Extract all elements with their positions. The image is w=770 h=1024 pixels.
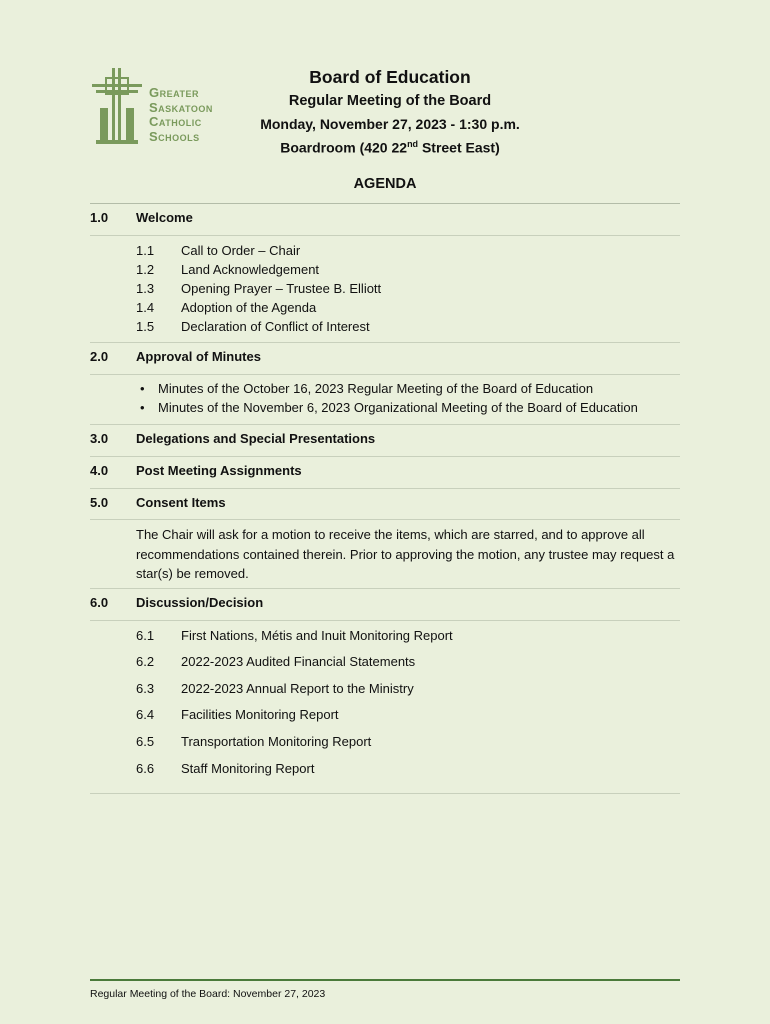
divider [90, 374, 680, 375]
divider [90, 793, 680, 794]
section-number: 3.0 [90, 431, 109, 446]
location-ordinal: nd [407, 139, 419, 149]
divider [90, 588, 680, 589]
divider [90, 488, 680, 489]
section-title: Approval of Minutes [136, 349, 261, 364]
section-title: Discussion/Decision [136, 595, 264, 610]
divider [90, 424, 680, 425]
bullet-text: Minutes of the November 6, 2023 Organizational Meeting of the Board of Education [158, 400, 638, 415]
section-title: Consent Items [136, 495, 226, 510]
divider [90, 235, 680, 236]
item-number: 6.1 [136, 628, 155, 643]
section-title: Welcome [136, 210, 193, 225]
meeting-type: Regular Meeting of the Board [288, 93, 492, 109]
divider [90, 620, 680, 621]
meeting-date: Monday, November 27, 2023 - 1:30 p.m. [260, 116, 520, 132]
footer-divider [90, 979, 680, 981]
item-text: First Nations, Métis and Inuit Monitoring Report [181, 628, 453, 643]
section-number: 1.0 [90, 210, 109, 225]
divider [90, 456, 680, 457]
document-title: Board of Education [309, 67, 471, 87]
item-number: 1.2 [136, 262, 155, 277]
bullet-icon: • [140, 400, 145, 415]
item-text: Staff Monitoring Report [181, 761, 315, 776]
item-number: 6.4 [136, 707, 155, 722]
item-text: Land Acknowledgement [181, 262, 320, 277]
logo-line: Saskatoon [149, 99, 213, 115]
divider [90, 203, 680, 204]
section-title: Post Meeting Assignments [136, 463, 302, 478]
divider [90, 342, 680, 343]
section-title: Delegations and Special Presentations [136, 431, 376, 446]
item-number: 6.6 [136, 761, 155, 776]
logo-wordmark [149, 86, 213, 144]
logo-line: Catholic [149, 114, 202, 129]
item-text: Opening Prayer – Trustee B. Elliott [181, 281, 382, 296]
bullet-icon: • [140, 381, 145, 396]
section-number: 6.0 [90, 595, 109, 610]
divider [90, 519, 680, 520]
logo-line: Schools [149, 128, 200, 144]
item-text: Declaration of Conflict of Interest [181, 319, 370, 334]
item-text: 2022-2023 Annual Report to the Ministry [181, 681, 414, 696]
item-number: 1.5 [136, 319, 155, 334]
meeting-location [230, 134, 550, 158]
item-number: 1.4 [136, 300, 155, 315]
page-footer: Regular Meeting of the Board: November 27, 2023 [90, 988, 326, 1000]
item-number: 6.3 [136, 681, 155, 696]
item-number: 6.5 [136, 734, 155, 749]
section-number: 2.0 [90, 349, 109, 364]
logo-line: Greater [149, 85, 199, 100]
consent-items-description: The Chair will ask for a motion to receive the items, which are starred, and to approve all recommendations contained therein. Prior to approving the motion, any trustee may request a star(s) be removed. [136, 527, 675, 581]
item-text: Transportation Monitoring Report [181, 734, 372, 749]
agenda-heading: AGENDA [353, 176, 417, 192]
school-logo [92, 68, 232, 148]
document-header [230, 66, 550, 158]
cross-logo-icon [92, 68, 142, 148]
item-number: 1.3 [136, 281, 155, 296]
item-text: Adoption of the Agenda [181, 300, 317, 315]
item-number: 1.1 [136, 243, 155, 258]
section-number: 5.0 [90, 495, 109, 510]
location-prefix: Boardroom (420 22 [280, 139, 408, 156]
item-text: Call to Order – Chair [181, 243, 301, 258]
item-number: 6.2 [136, 654, 155, 669]
section-number: 4.0 [90, 463, 109, 478]
item-text: 2022-2023 Audited Financial Statements [181, 654, 416, 669]
bullet-text: Minutes of the October 16, 2023 Regular Meeting of the Board of Education [158, 381, 594, 396]
location-suffix: Street East) [418, 139, 500, 156]
item-text: Facilities Monitoring Report [181, 707, 339, 722]
